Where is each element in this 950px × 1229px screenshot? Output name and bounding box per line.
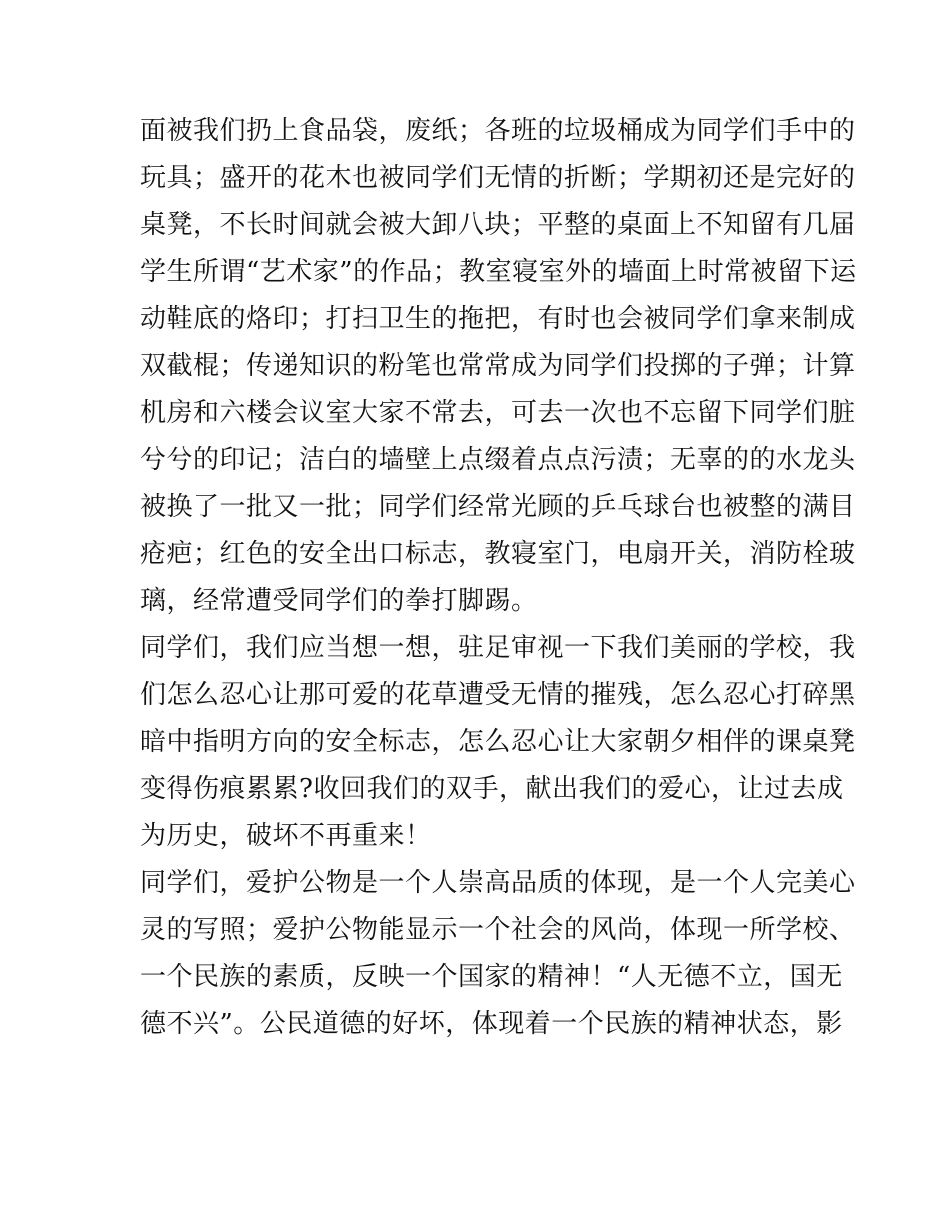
text-line: 璃，经常遭受同学们的拳打脚踢。: [140, 586, 538, 616]
text-line: 双截棍；传递知识的粉笔也常常成为同学们投掷的子弹；计算: [140, 351, 856, 381]
text-line: 动鞋底的烙印；打扫卫生的拖把，有时也会被同学们拿来制成: [140, 304, 856, 334]
text-line: 被换了一批又一批；同学们经常光顾的乒乓球台也被整的满目: [140, 492, 856, 522]
text-line: 疮疤；红色的安全出口标志，教寝室门，电扇开关，消防栓玻: [140, 539, 856, 569]
body-text: [140, 108, 857, 1048]
text-line: 德不兴”。公民道德的好坏，体现着一个民族的精神状态，影: [140, 1009, 843, 1039]
text-line: 为历史，破坏不再重来！: [140, 821, 432, 851]
text-line: 们怎么忍心让那可爱的花草遭受无情的摧残，怎么忍心打碎黑: [140, 680, 856, 710]
text-line: 面被我们扔上食品袋，废纸；各班的垃圾桶成为同学们手中的: [140, 116, 856, 146]
text-line: 兮兮的印记；洁白的墙壁上点缀着点点污渍；无辜的的水龙头: [140, 445, 856, 475]
text-line: 玩具；盛开的花木也被同学们无情的折断；学期初还是完好的: [140, 163, 856, 193]
text-line: 学生所谓“艺术家”的作品；教室寝室外的墙面上时常被留下运: [140, 257, 857, 287]
text-line: 变得伤痕累累?收回我们的双手，献出我们的爱心，让过去成: [140, 774, 844, 804]
text-line: 桌凳，不长时间就会被大卸八块；平整的桌面上不知留有几届: [140, 210, 856, 240]
text-line: 机房和六楼会议室大家不常去，可去一次也不忘留下同学们脏: [140, 398, 856, 428]
text-line: 同学们，爱护公物是一个人崇高品质的体现，是一个人完美心: [140, 868, 856, 898]
text-line: 同学们，我们应当想一想，驻足审视一下我们美丽的学校，我: [140, 633, 856, 663]
text-line: 灵的写照；爱护公物能显示一个社会的风尚，体现一所学校、: [140, 915, 856, 945]
text-line: 一个民族的素质，反映一个国家的精神！“人无德不立，国无: [140, 962, 843, 992]
text-line: 暗中指明方向的安全标志，怎么忍心让大家朝夕相伴的课桌凳: [140, 727, 856, 757]
